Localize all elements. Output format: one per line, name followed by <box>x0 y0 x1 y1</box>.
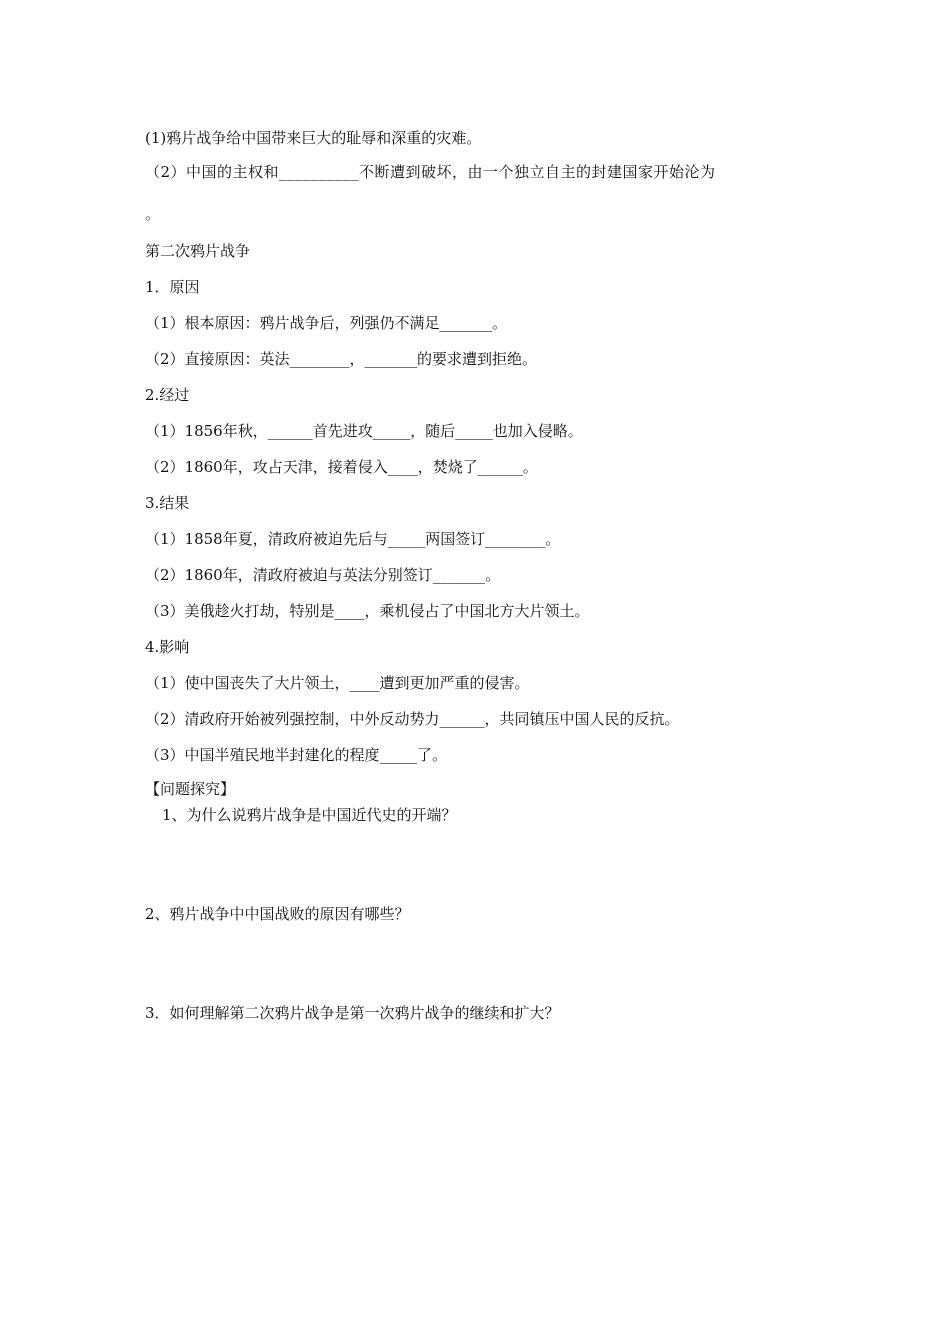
text-line-7: （2）直接原因：英法________，_______的要求遭到拒绝。 <box>145 350 538 368</box>
text-line-14: （3）美俄趁火打劫，特别是____，乘机侵占了中国北方大片领土。 <box>145 602 590 620</box>
text-line-18: （3）中国半殖民地半封建化的程度_____了。 <box>145 746 448 764</box>
question-3: 3．如何理解第二次鸦片战争是第一次鸦片战争的继续和扩大？ <box>145 1004 560 1022</box>
text-line-16: （1）使中国丧失了大片领土，____遭到更加严重的侵害。 <box>145 674 530 692</box>
heading-results: 3.结果 <box>145 494 190 512</box>
question-1: 1、为什么说鸦片战争是中国近代史的开端？ <box>162 806 457 824</box>
text-line-2: （2）中国的主权和__________不断遭到破坏，由一个独立自主的封建国家开始沦为 <box>145 163 716 181</box>
heading-impact: 4.影响 <box>145 638 190 656</box>
text-line-1: (1)鸦片战争给中国带来巨大的耻辱和深重的灾难。 <box>145 129 482 147</box>
text-line-13: （2）1860年，清政府被迫与英法分别签订_______。 <box>145 566 501 584</box>
question-2: 2、鸦片战争中中国战败的原因有哪些？ <box>145 905 410 923</box>
section-heading-second-opium-war: 第二次鸦片战争 <box>145 242 251 260</box>
text-line-12: （1）1858年夏，清政府被迫先后与_____两国签订________。 <box>145 530 561 548</box>
text-line-9: （1）1856年秋，______首先进攻_____，随后_____也加入侵略。 <box>145 422 583 440</box>
text-line-17: （2）清政府开始被列强控制，中外反动势力______，共同镇压中国人民的反抗。 <box>145 710 680 728</box>
heading-question-exploration: 【问题探究】 <box>145 780 236 798</box>
heading-process: 2.经过 <box>145 386 190 404</box>
text-line-10: （2）1860年，攻占天津，接着侵入____，焚烧了______。 <box>145 458 538 476</box>
text-line-6: （1）根本原因：鸦片战争后，列强仍不满足_______。 <box>145 314 508 332</box>
heading-causes: 1．原因 <box>145 278 200 296</box>
text-line-3: 。 <box>145 205 161 223</box>
